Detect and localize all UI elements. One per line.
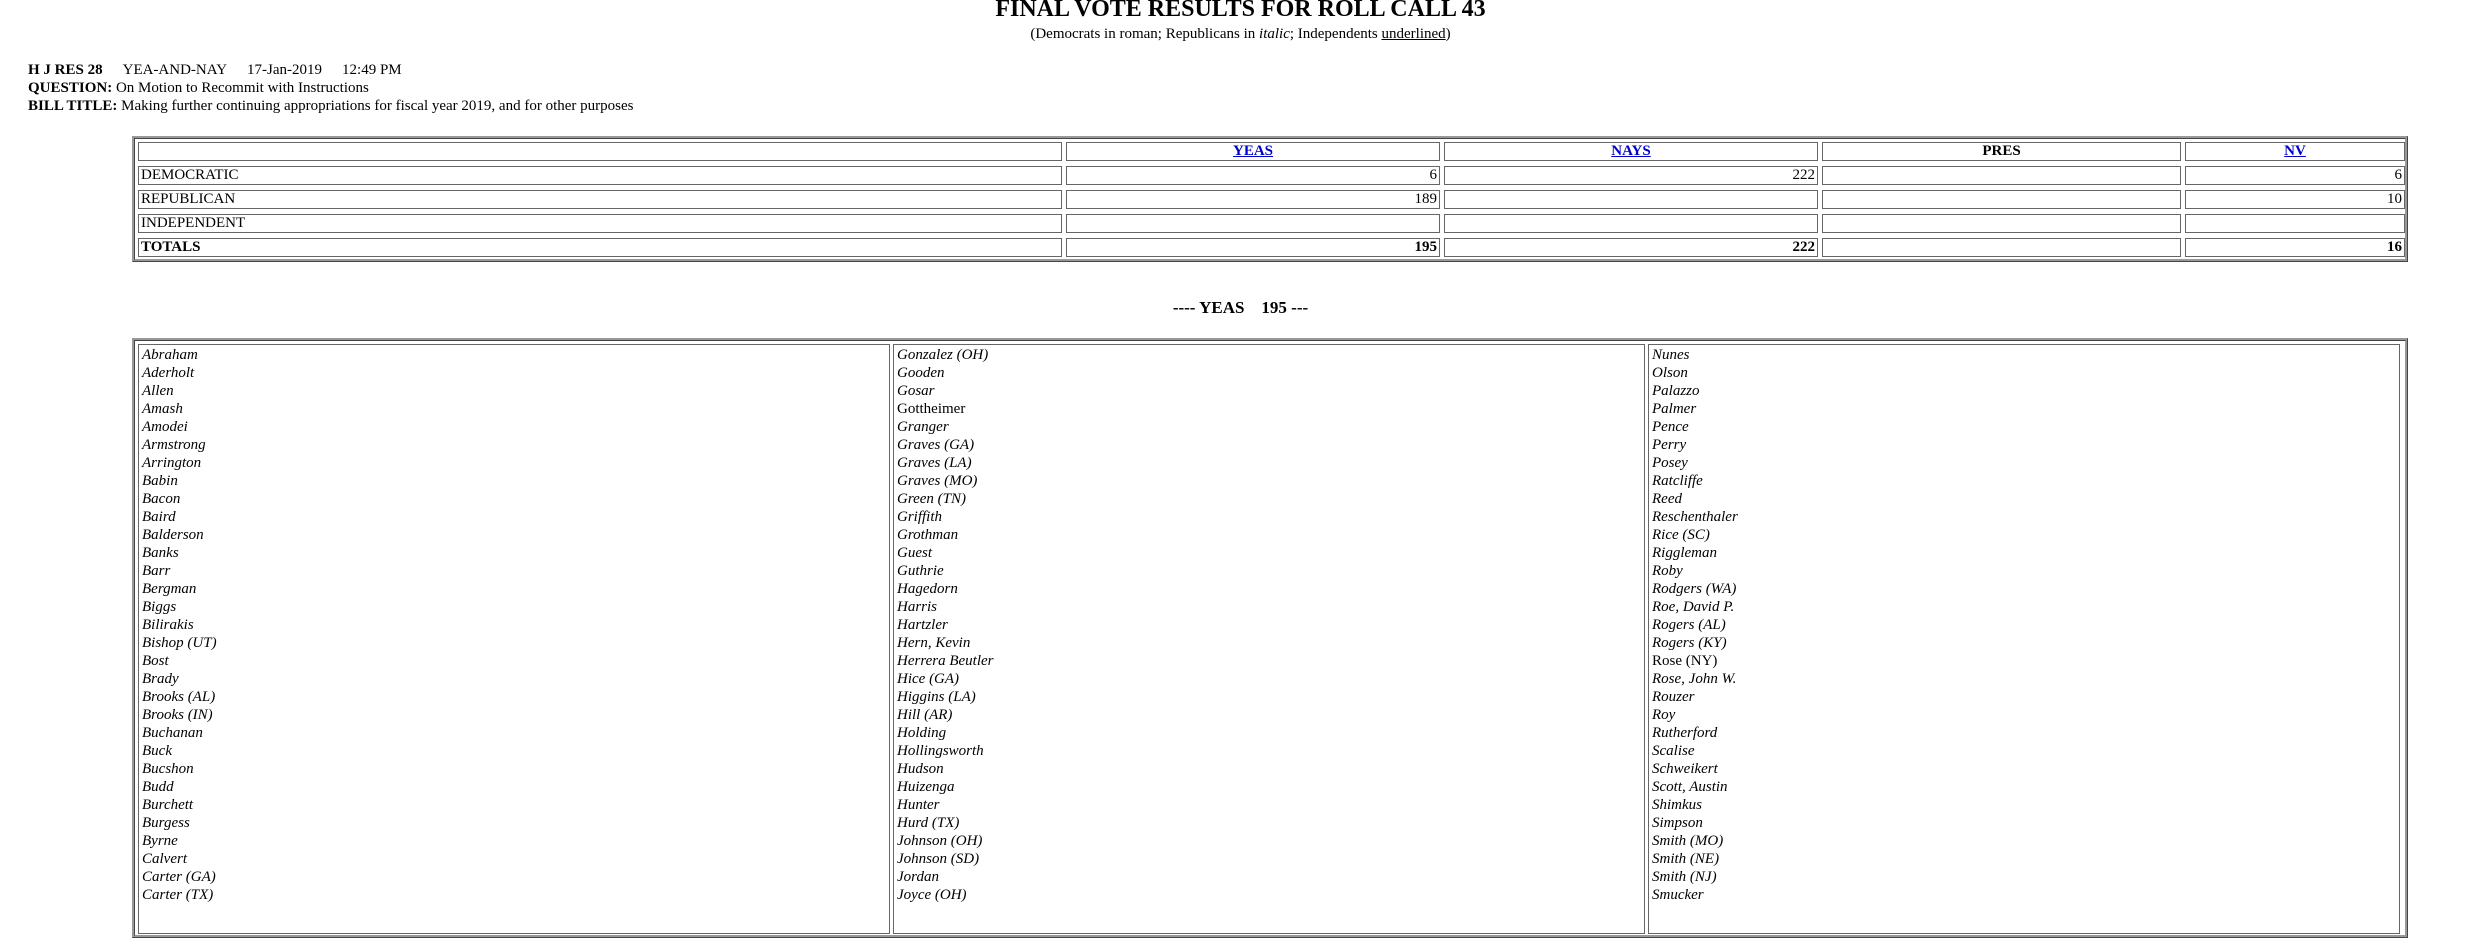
member-name: Buck xyxy=(142,743,172,759)
member-name: Palmer xyxy=(1652,401,1697,417)
member-name: Roe, David P. xyxy=(1652,599,1735,615)
question-label: QUESTION: xyxy=(28,80,113,96)
member-name: Rogers (KY) xyxy=(1652,635,1727,651)
member-name: Bilirakis xyxy=(142,617,194,633)
yeas-link[interactable]: YEAS xyxy=(1232,143,1273,159)
names-column-1 xyxy=(138,344,890,934)
member-name: Scott, Austin xyxy=(1652,779,1728,795)
member-name: Bergman xyxy=(142,581,197,597)
yeas-cell: 195 xyxy=(1066,238,1440,257)
member-name: Roy xyxy=(1652,707,1676,723)
member-name: Burchett xyxy=(142,797,194,813)
member-name: Calvert xyxy=(142,851,187,867)
member-name: Smith (NE) xyxy=(1652,851,1720,867)
question-line xyxy=(28,80,369,97)
member-name: Griffith xyxy=(897,509,943,525)
header-cell-yeas xyxy=(1066,142,1440,161)
member-name: Hagedorn xyxy=(897,581,958,597)
member-name: Buchanan xyxy=(142,725,203,741)
vote-meta-line xyxy=(28,62,402,79)
bill-title-label: BILL TITLE: xyxy=(28,98,118,114)
member-name: Graves (MO) xyxy=(897,473,978,489)
header-cell-nays xyxy=(1444,142,1818,161)
pres-cell xyxy=(1822,166,2181,185)
question-text: On Motion to Recommit with Instructions xyxy=(115,80,369,96)
member-name: Brooks (IN) xyxy=(142,707,213,723)
yeas-section-heading: ---- YEAS 195 --- xyxy=(1172,298,1309,317)
member-name: Amash xyxy=(142,401,183,417)
member-name: Hice (GA) xyxy=(897,671,960,687)
member-name: Joyce (OH) xyxy=(897,887,967,903)
member-name: Harris xyxy=(897,599,938,615)
member-name: Higgins (LA) xyxy=(897,689,976,705)
member-name: Johnson (OH) xyxy=(897,833,983,849)
member-name: Smith (NJ) xyxy=(1652,869,1717,885)
member-name: Arrington xyxy=(142,455,202,471)
member-name: Rodgers (WA) xyxy=(1652,581,1737,597)
member-name: Posey xyxy=(1652,455,1688,471)
member-name: Hern, Kevin xyxy=(897,635,971,651)
yeas-cell xyxy=(1066,214,1440,233)
member-name: Rogers (AL) xyxy=(1652,617,1726,633)
member-name: Grothman xyxy=(897,527,959,543)
vote-time: 12:49 PM xyxy=(342,62,402,78)
pres-cell xyxy=(1822,214,2181,233)
party-legend xyxy=(0,26,2481,43)
nv-cell: 16 xyxy=(2185,238,2405,257)
member-name: Smucker xyxy=(1652,887,1704,903)
names-column-3 xyxy=(1648,344,2400,934)
nv-cell xyxy=(2185,214,2405,233)
member-name: Barr xyxy=(142,563,171,579)
bill-title-text: Making further continuing appropriations for fiscal year 2019, and for other purposes xyxy=(121,98,634,114)
nays-cell xyxy=(1444,190,1818,209)
member-name: Carter (TX) xyxy=(142,887,214,903)
member-name: Jordan xyxy=(897,869,939,885)
member-name: Graves (GA) xyxy=(897,437,975,453)
member-name: Ratcliffe xyxy=(1652,473,1703,489)
nays-cell: 222 xyxy=(1444,166,1818,185)
pres-cell xyxy=(1822,190,2181,209)
member-name: Green (TN) xyxy=(897,491,967,507)
member-name: Huizenga xyxy=(897,779,955,795)
member-name: Simpson xyxy=(1652,815,1703,831)
member-name: Bost xyxy=(142,653,169,669)
member-name: Bishop (UT) xyxy=(142,635,217,651)
member-name: Bucshon xyxy=(142,761,194,777)
member-name: Abraham xyxy=(142,347,198,363)
header-cell-nv xyxy=(2185,142,2405,161)
nv-link[interactable]: NV xyxy=(2284,143,2306,159)
member-name: Hurd (TX) xyxy=(897,815,960,831)
member-name: Armstrong xyxy=(142,437,206,453)
legend-mid: ; Independents xyxy=(1289,26,1382,42)
member-name: Holding xyxy=(897,725,947,741)
vote-totals-table xyxy=(132,136,2408,262)
vote-type: YEA-AND-NAY xyxy=(122,62,228,78)
member-name: Hollingsworth xyxy=(897,743,984,759)
member-name: Biggs xyxy=(142,599,177,615)
member-name: Nunes xyxy=(1652,347,1690,363)
member-name: Brady xyxy=(142,671,179,687)
member-name: Gooden xyxy=(897,365,945,381)
member-name: Scalise xyxy=(1652,743,1695,759)
party-cell: TOTALS xyxy=(138,238,1062,257)
member-name: Reschenthaler xyxy=(1652,509,1738,525)
member-name: Graves (LA) xyxy=(897,455,972,471)
legend-prefix: (Democrats in roman; Republicans in xyxy=(1030,26,1260,42)
yeas-cell: 6 xyxy=(1066,166,1440,185)
member-name: Hartzler xyxy=(897,617,948,633)
member-name: Hudson xyxy=(897,761,944,777)
member-name: Carter (GA) xyxy=(142,869,216,885)
member-name: Olson xyxy=(1652,365,1688,381)
party-cell: DEMOCRATIC xyxy=(138,166,1062,185)
member-name: Budd xyxy=(142,779,174,795)
member-name: Herrera Beutler xyxy=(897,653,994,669)
member-name: Balderson xyxy=(142,527,204,543)
member-name: Reed xyxy=(1652,491,1682,507)
member-name: Palazzo xyxy=(1652,383,1700,399)
member-name: Schweikert xyxy=(1652,761,1718,777)
member-name: Rose (NY) xyxy=(1652,653,1718,669)
measure-number: H J RES 28 xyxy=(28,62,103,78)
member-name: Hill (AR) xyxy=(897,707,953,723)
legend-italic: italic xyxy=(1259,26,1290,42)
member-name: Baird xyxy=(142,509,176,525)
party-cell: REPUBLICAN xyxy=(138,190,1062,209)
member-name: Gonzalez (OH) xyxy=(897,347,989,363)
member-name: Johnson (SD) xyxy=(897,851,980,867)
header-cell-party xyxy=(138,142,1062,161)
member-name: Amodei xyxy=(142,419,188,435)
member-name: Riggleman xyxy=(1652,545,1717,561)
member-name: Banks xyxy=(142,545,179,561)
member-name: Byrne xyxy=(142,833,178,849)
vote-date: 17-Jan-2019 xyxy=(247,62,323,78)
nays-cell xyxy=(1444,214,1818,233)
member-name: Gottheimer xyxy=(897,401,966,417)
pres-cell xyxy=(1822,238,2181,257)
yeas-cell: 189 xyxy=(1066,190,1440,209)
totals-row-democratic xyxy=(138,166,2402,186)
member-name: Smith (MO) xyxy=(1652,833,1724,849)
legend-suffix: ) xyxy=(1445,26,1451,42)
member-name: Granger xyxy=(897,419,949,435)
nv-cell: 10 xyxy=(2185,190,2405,209)
nv-cell: 6 xyxy=(2185,166,2405,185)
party-cell: INDEPENDENT xyxy=(138,214,1062,233)
member-name: Bacon xyxy=(142,491,181,507)
member-name: Burgess xyxy=(142,815,190,831)
member-name: Rose, John W. xyxy=(1652,671,1737,687)
totals-row-independent xyxy=(138,214,2402,234)
member-name: Brooks (AL) xyxy=(142,689,216,705)
page-title: FINAL VOTE RESULTS FOR ROLL CALL 43 xyxy=(995,0,1486,22)
member-name: Aderholt xyxy=(142,365,195,381)
member-name: Gosar xyxy=(897,383,935,399)
totals-row-totals xyxy=(138,238,2402,258)
totals-header-row xyxy=(138,142,2402,162)
member-name: Hunter xyxy=(897,797,940,813)
totals-row-republican xyxy=(138,190,2402,210)
nays-link[interactable]: NAYS xyxy=(1611,143,1651,159)
yeas-names-table xyxy=(132,338,2408,938)
names-column-2 xyxy=(893,344,1645,934)
member-name: Guthrie xyxy=(897,563,944,579)
member-name: Rutherford xyxy=(1652,725,1718,741)
member-name: Roby xyxy=(1652,563,1683,579)
member-name: Allen xyxy=(142,383,174,399)
member-name: Rouzer xyxy=(1652,689,1695,705)
member-name: Guest xyxy=(897,545,932,561)
nays-cell: 222 xyxy=(1444,238,1818,257)
legend-underlined: underlined xyxy=(1381,26,1446,42)
bill-title-line xyxy=(28,98,633,115)
member-name: Perry xyxy=(1652,437,1687,453)
header-cell-pres: PRES xyxy=(1822,142,2181,161)
member-name: Babin xyxy=(142,473,178,489)
member-name: Rice (SC) xyxy=(1652,527,1710,543)
member-name: Shimkus xyxy=(1652,797,1702,813)
member-name: Pence xyxy=(1652,419,1689,435)
